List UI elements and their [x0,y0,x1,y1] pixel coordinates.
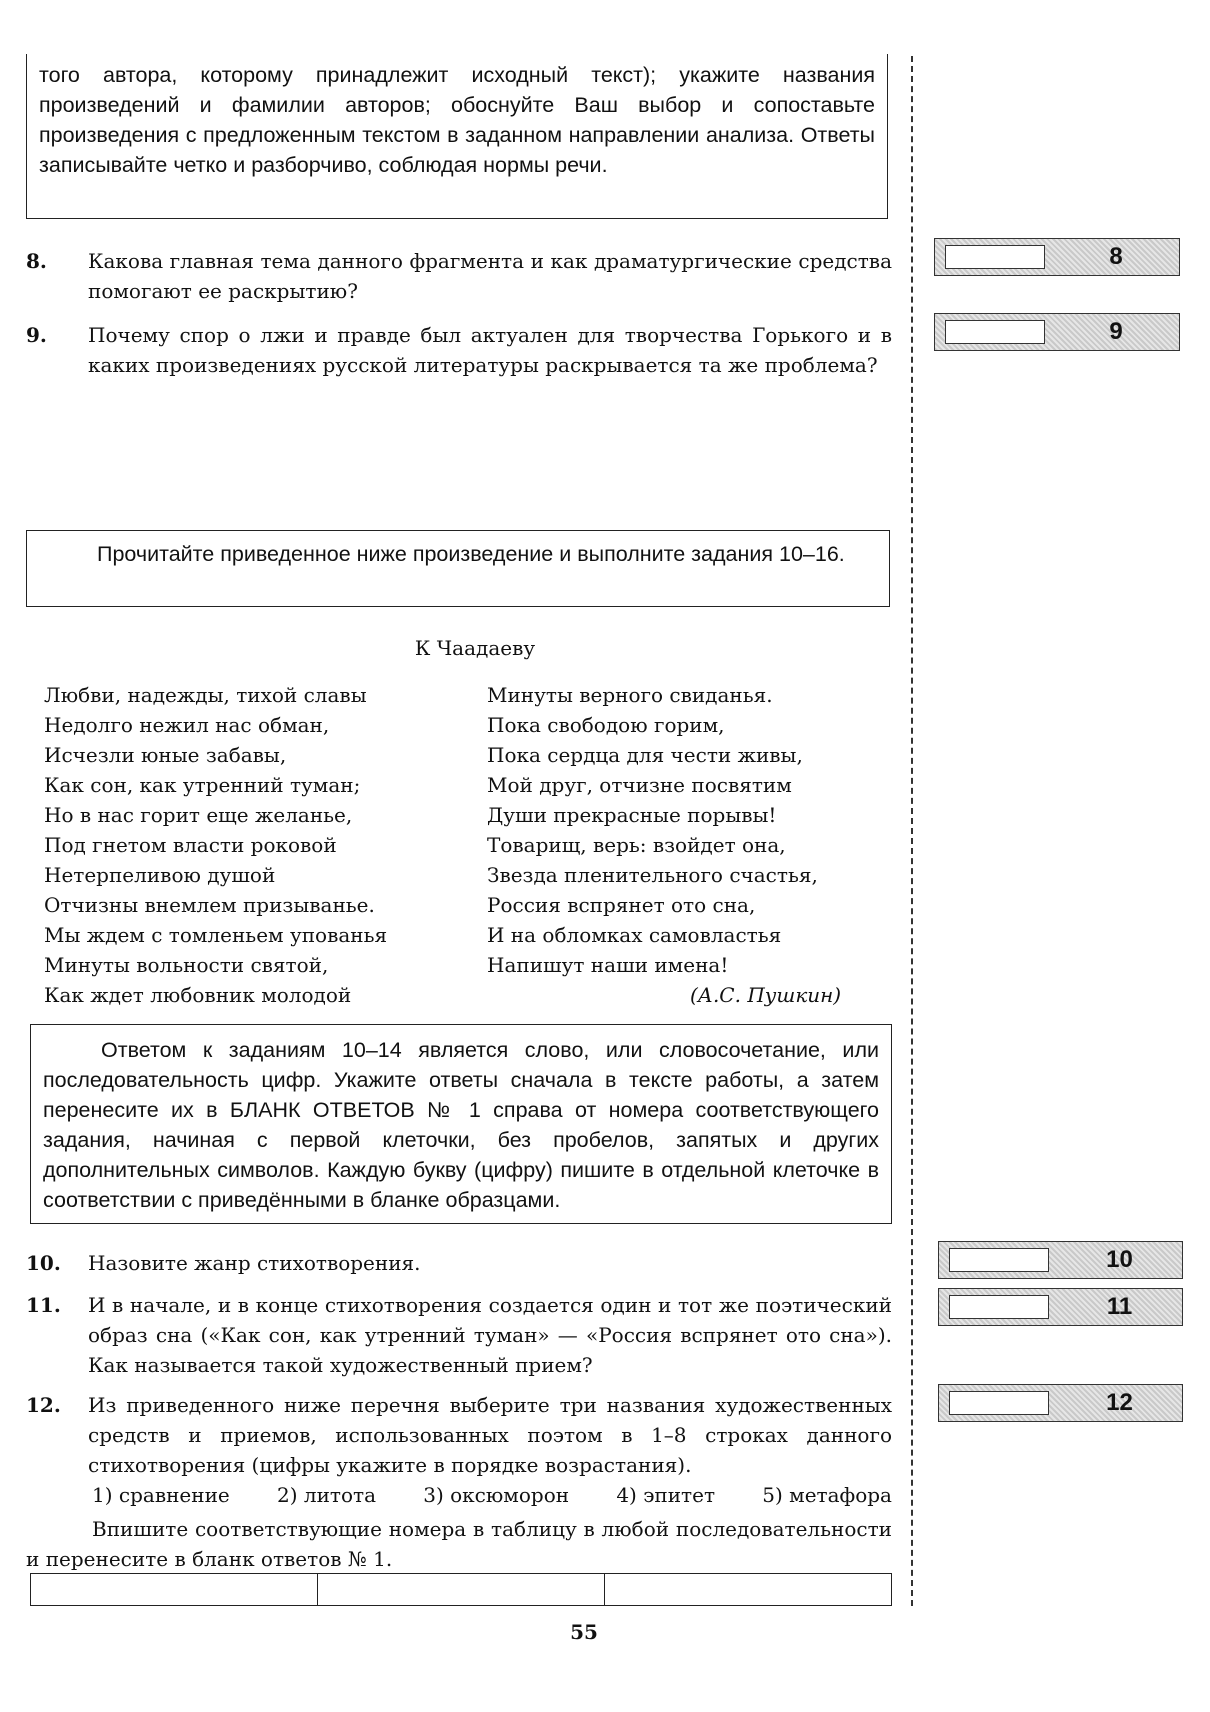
answer-field-10[interactable] [949,1248,1049,1272]
answer-tag-9 [934,313,1180,351]
poem-line: Минуты вольности святой, [44,953,329,977]
answer-tag-10 [938,1241,1183,1279]
question-8 [26,246,892,306]
question-9 [26,320,892,380]
answer-format-text: Ответом к заданиям 10–14 является слово, или словосочетание, или последовательность цифр. Укажите ответы сначала в тексте работы, а затем перенесите их в БЛАНК ОТВЕТОВ № 1 справа от номера соответствующего задания, начиная с первой клеточки, без пробелов, запятых и других дополнительных символов. Каждую букву (цифру) пишите в отдельной клеточке в соответствии с приведёнными в бланке образцами. [43,1038,879,1212]
question-10-text: Назовите жанр стихотворения. [88,1251,421,1275]
table-instruction: Впишите соответствующие номера в таблицу в любой последовательности и перенесите в бланк ответов № 1. [26,1517,892,1571]
question-11 [26,1290,892,1380]
page-number: 55 [570,1620,598,1644]
answer-options [92,1483,892,1507]
poem-line: Недолго нежил нас обман, [44,713,330,737]
question-9-text: Почему спор о лжи и правде был актуален для творчества Горького и в каких произведениях русской литературы раскрывается та же проблема? [88,323,892,377]
poem-column-left [44,680,387,1010]
poem-line: Минуты верного свиданья. [487,683,773,707]
poem-line: Нетерпеливою душой [44,863,276,887]
question-12-text: Из приведенного ниже перечня выберите три названия художественных средств и приемов, использованных поэтом в 1–8 строках данного стихотворения (цифры укажите в порядке возрастания). [88,1393,892,1477]
question-11-text: И в начале, и в конце стихотворения создается один и тот же поэтический образ сна («Как сон, как утренний туман» — «Россия вспрянет ото сна»). Как называется такой художественный прием? [88,1293,892,1377]
answer-cell-2[interactable] [318,1574,605,1605]
poem-line: Пока свободою горим, [487,713,725,737]
poem-line: Напишут наши имена! [487,953,729,977]
question-10 [26,1248,892,1278]
answer-tag-9-number: 9 [1109,318,1123,345]
option-4: 4) эпитет [616,1483,716,1507]
answer-tag-12-number: 12 [1106,1389,1133,1416]
question-8-text: Какова главная тема данного фрагмента и как драматургические средства помогают ее раскрытию? [88,249,892,303]
answer-tag-8 [934,238,1180,276]
answer-cell-3[interactable] [605,1574,891,1605]
poem-line: Мы ждем с томленьем упованья [44,923,388,947]
question-9-number: 9. [26,323,47,347]
poem-line: Товарищ, верь: взойдет она, [487,833,786,857]
read-instruction-text: Прочитайте приведенное ниже произведение и выполните задания 10–16. [97,542,845,566]
answer-field-12[interactable] [949,1391,1049,1415]
answer-tag-11 [938,1288,1183,1326]
poem-line: Россия вспрянет ото сна, [487,893,756,917]
answer-tag-12 [938,1384,1183,1422]
poem-line: Звезда пленительного счастья, [487,863,818,887]
answer-tag-10-number: 10 [1106,1246,1133,1273]
poem-column-right [487,680,818,980]
poem-line: Но в нас горит еще желанье, [44,803,353,827]
question-12-number: 12. [26,1393,61,1417]
option-2: 2) литота [276,1483,376,1507]
answer-tag-8-number: 8 [1109,243,1123,270]
answer-table [30,1573,892,1606]
option-5: 5) метафора [762,1483,892,1507]
poem-line: Любви, надежды, тихой славы [44,683,367,707]
cut-line [911,56,913,1606]
question-11-number: 11. [26,1293,61,1317]
poem-line: Души прекрасные порывы! [487,803,777,827]
poem-line: Отчизны внемлем призыванье. [44,893,375,917]
answer-cell-1[interactable] [31,1574,318,1605]
intro-instructions-box [26,54,888,219]
poem-line: Как сон, как утренний туман; [44,773,361,797]
answer-field-8[interactable] [945,245,1045,269]
question-10-number: 10. [26,1251,61,1275]
answer-format-box [30,1024,892,1224]
poem-line: Пока сердца для чести живы, [487,743,803,767]
poem-line: И на обломках самовластья [487,923,782,947]
option-3: 3) оксюморон [423,1483,570,1507]
poem-line: Мой друг, отчизне посвятим [487,773,792,797]
answer-field-9[interactable] [945,320,1045,344]
poem-line: Как ждет любовник молодой [44,983,352,1007]
option-1: 1) сравнение [92,1483,230,1507]
question-8-number: 8. [26,249,47,273]
read-instruction-box [26,530,890,607]
poem-title: К Чаадаеву [414,636,536,660]
question-12 [26,1390,892,1480]
poem-author: (А.С. Пушкин) [690,983,842,1007]
answer-tag-11-number: 11 [1106,1293,1133,1320]
intro-instructions-text: того автора, которому принадлежит исходный текст); укажите названия произведений и фамилии авторов; обоснуйте Ваш выбор и сопоставьте произведения с предложенным текстом в заданном направлении анализа. Ответы записывайте четко и разборчиво, соблюдая нормы речи. [39,63,875,177]
poem-line: Исчезли юные забавы, [44,743,287,767]
poem-line: Под гнетом власти роковой [44,833,337,857]
answer-field-11[interactable] [949,1295,1049,1319]
